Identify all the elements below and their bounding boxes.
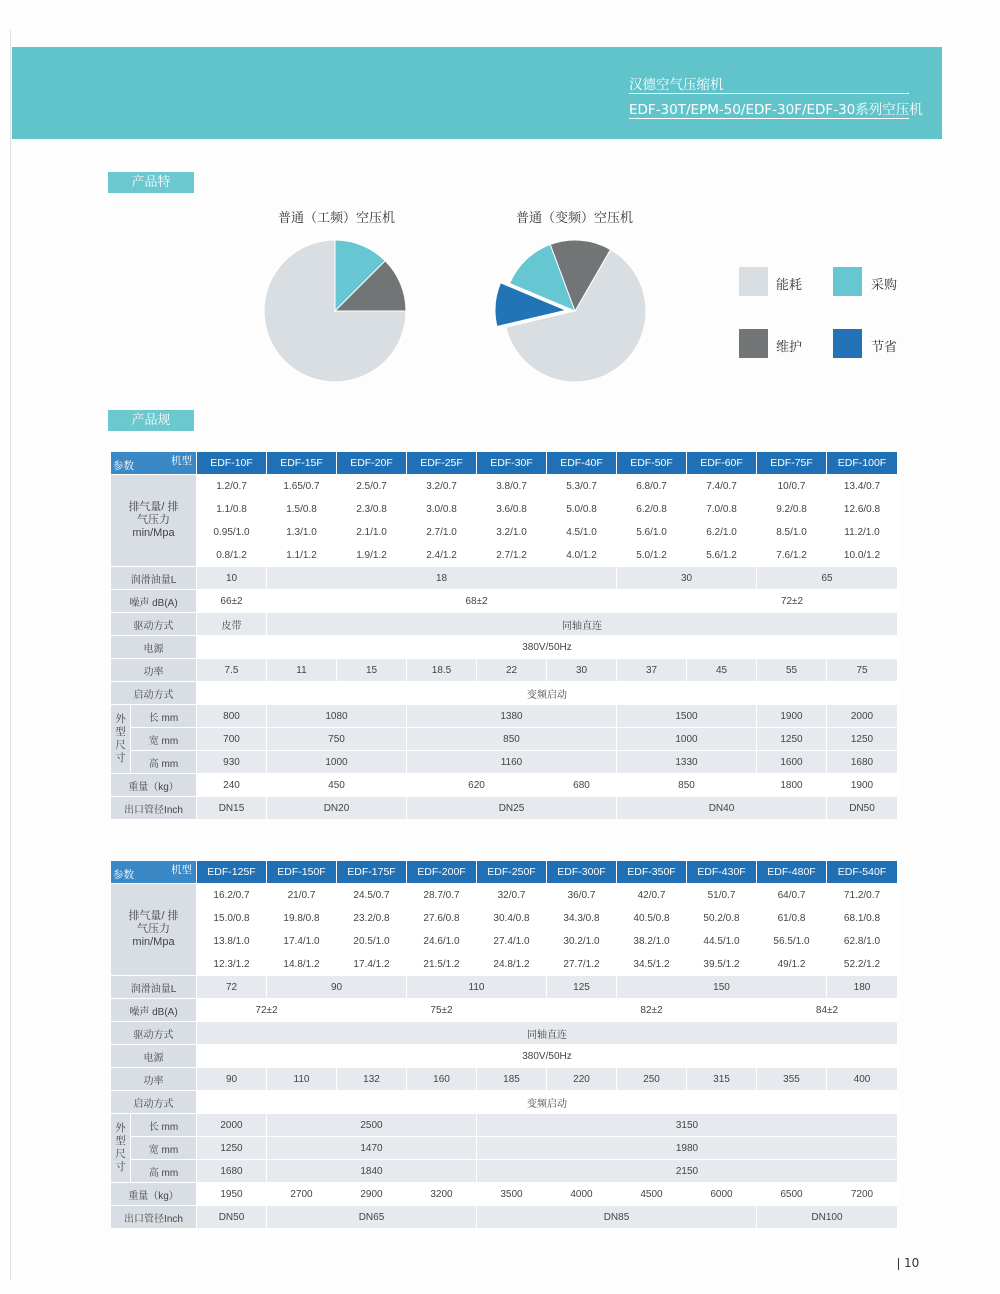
row-label-height: 高 mm — [131, 1160, 197, 1183]
table-cell: 1080 — [267, 705, 407, 728]
table-row — [111, 751, 898, 774]
table-cell: 3.0/0.8 — [407, 498, 477, 521]
table-cell: 39.5/1.2 — [687, 953, 757, 976]
table-cell: DN85 — [477, 1206, 757, 1229]
table-cell: DN20 — [267, 797, 407, 820]
table-cell: 6.2/0.8 — [617, 498, 687, 521]
table-cell: 380V/50Hz — [197, 1045, 898, 1068]
table-cell: 44.5/1.0 — [687, 930, 757, 953]
table-cell: 7200 — [827, 1183, 898, 1206]
table-cell: 71.2/0.7 — [827, 884, 898, 907]
row-label-power-supply: 电源 — [111, 636, 197, 659]
row-label-height: 高 mm — [131, 751, 197, 774]
table-cell: 1680 — [197, 1160, 267, 1183]
pie-title-variable: 普通（变频）空压机 — [516, 211, 634, 226]
row-label-drive: 驱动方式 — [111, 613, 197, 636]
table-row — [111, 953, 898, 976]
model-header: EDF-100F — [827, 452, 898, 475]
table-cell: 6000 — [687, 1183, 757, 1206]
model-header: EDF-300F — [547, 861, 617, 884]
row-label-start: 启动方式 — [111, 1091, 197, 1114]
model-header: EDF-75F — [757, 452, 827, 475]
table-cell: 750 — [267, 728, 407, 751]
table-cell: 68.1/0.8 — [827, 907, 898, 930]
table-row — [111, 659, 898, 682]
table-cell: 52.2/1.2 — [827, 953, 898, 976]
legend-swatch-saving — [833, 329, 862, 358]
table-corner — [111, 861, 197, 884]
table-cell: 75 — [827, 659, 898, 682]
table-cell: 90 — [267, 976, 407, 999]
table-row — [111, 544, 898, 567]
table-row — [111, 774, 898, 797]
table-cell: DN65 — [267, 1206, 477, 1229]
table-cell: 2.7/1.2 — [477, 544, 547, 567]
table-cell: 72 — [197, 976, 267, 999]
corner-param-label: 参数 — [113, 460, 134, 472]
table-cell: 56.5/1.0 — [757, 930, 827, 953]
table-corner — [111, 452, 197, 475]
table-row — [111, 1160, 898, 1183]
table-cell: 2.7/1.0 — [407, 521, 477, 544]
table-cell: 17.4/1.2 — [337, 953, 407, 976]
table-cell: 1680 — [827, 751, 898, 774]
corner-model-label: 机型 — [171, 455, 192, 467]
table-cell: 19.8/0.8 — [267, 907, 337, 930]
table-cell: 84±2 — [757, 999, 898, 1022]
table-cell: 1.9/1.2 — [337, 544, 407, 567]
table-cell: 3.6/0.8 — [477, 498, 547, 521]
table-cell: 1800 — [757, 774, 827, 797]
table-cell: 10/0.7 — [757, 475, 827, 498]
table-row — [111, 907, 898, 930]
row-label-flow: 排气量/ 排气压力 min/Mpa — [111, 475, 197, 567]
table-row — [111, 728, 898, 751]
table-cell: 4500 — [617, 1183, 687, 1206]
table-cell: 6.8/0.7 — [617, 475, 687, 498]
pie-title-fixed: 普通（工频）空压机 — [278, 211, 396, 226]
table-cell: 250 — [617, 1068, 687, 1091]
table-header-row — [111, 452, 898, 475]
model-header: EDF-20F — [337, 452, 407, 475]
table-cell: 38.2/1.0 — [617, 930, 687, 953]
table-cell: 变频启动 — [197, 682, 898, 705]
table-cell: 5.6/1.0 — [617, 521, 687, 544]
table-row — [111, 498, 898, 521]
table-cell: DN100 — [757, 1206, 898, 1229]
table-cell: 90 — [197, 1068, 267, 1091]
row-label-width: 宽 mm — [131, 1137, 197, 1160]
table-cell: 1000 — [617, 728, 757, 751]
table-cell: 72±2 — [687, 590, 898, 613]
table-cell: 1600 — [757, 751, 827, 774]
row-label-dimensions: 外型尺寸 — [111, 1114, 131, 1183]
table-cell: 1380 — [407, 705, 617, 728]
table-cell: DN50 — [827, 797, 898, 820]
page-number-text: 10 — [904, 1256, 920, 1270]
table-cell: 1900 — [827, 774, 898, 797]
table-cell: 3.8/0.7 — [477, 475, 547, 498]
table-cell: 30 — [617, 567, 757, 590]
model-header: EDF-30F — [477, 452, 547, 475]
model-header: EDF-125F — [197, 861, 267, 884]
corner-model-label: 机型 — [171, 864, 192, 876]
table-cell: 450 — [267, 774, 407, 797]
legend-swatch-energy — [739, 267, 768, 296]
table-cell: 2.4/1.2 — [407, 544, 477, 567]
model-header: EDF-200F — [407, 861, 477, 884]
legend-label-maintenance: 维护 — [776, 340, 803, 355]
table-cell: 0.95/1.0 — [197, 521, 267, 544]
table-cell: 2.5/0.7 — [337, 475, 407, 498]
table-cell: 9.2/0.8 — [757, 498, 827, 521]
table-cell: 27.7/1.2 — [547, 953, 617, 976]
table-cell: 850 — [407, 728, 617, 751]
table-cell: 72±2 — [197, 999, 337, 1022]
model-header: EDF-480F — [757, 861, 827, 884]
table-cell: 51/0.7 — [687, 884, 757, 907]
table-cell: 5.6/1.2 — [687, 544, 757, 567]
table-cell: 1250 — [197, 1137, 267, 1160]
table-cell: 64/0.7 — [757, 884, 827, 907]
table-cell: 18.5 — [407, 659, 477, 682]
row-label-rate: 功率 — [111, 659, 197, 682]
table-row — [111, 590, 898, 613]
table-cell: 42/0.7 — [617, 884, 687, 907]
table-cell: 21.5/1.2 — [407, 953, 477, 976]
legend-label-purchase: 采购 — [871, 278, 898, 293]
table-cell: 10.0/1.2 — [827, 544, 898, 567]
legend-swatch-purchase — [833, 267, 862, 296]
table-row — [111, 797, 898, 820]
table-cell: 2900 — [337, 1183, 407, 1206]
row-label-oil: 润滑油量L — [111, 976, 197, 999]
table-cell: 150 — [617, 976, 827, 999]
table-header-row — [111, 861, 898, 884]
table-cell: 1.65/0.7 — [267, 475, 337, 498]
table-cell: 5.0/0.8 — [547, 498, 617, 521]
table-cell: 23.2/0.8 — [337, 907, 407, 930]
row-label-start: 启动方式 — [111, 682, 197, 705]
table-cell: 930 — [197, 751, 267, 774]
table-cell: 1160 — [407, 751, 617, 774]
table-cell: 4000 — [547, 1183, 617, 1206]
table-cell: 变频启动 — [197, 1091, 898, 1114]
table-cell: 50.2/0.8 — [687, 907, 757, 930]
table-cell: 20.5/1.0 — [337, 930, 407, 953]
table-cell: 17.4/1.0 — [267, 930, 337, 953]
table-cell: 3200 — [407, 1183, 477, 1206]
table-cell: 680 — [547, 774, 617, 797]
table-cell: 2150 — [477, 1160, 898, 1183]
table-cell: 3500 — [477, 1183, 547, 1206]
table-cell: 49/1.2 — [757, 953, 827, 976]
table-cell: DN50 — [197, 1206, 267, 1229]
pie-chart-variable-frequency — [495, 240, 646, 382]
model-header: EDF-25F — [407, 452, 477, 475]
model-header: EDF-10F — [197, 452, 267, 475]
table-cell: 400 — [827, 1068, 898, 1091]
table-row — [111, 976, 898, 999]
page-number-divider — [898, 1258, 899, 1270]
row-label-outlet: 出口管径Inch — [111, 1206, 197, 1229]
table-row — [111, 1091, 898, 1114]
table-cell: 同轴直连 — [267, 613, 898, 636]
table-row — [111, 930, 898, 953]
table-cell: 30.4/0.8 — [477, 907, 547, 930]
table-cell: 12.3/1.2 — [197, 953, 267, 976]
table-cell: 2000 — [827, 705, 898, 728]
model-header: EDF-60F — [687, 452, 757, 475]
table-cell: 30 — [547, 659, 617, 682]
table-row — [111, 705, 898, 728]
model-header: EDF-350F — [617, 861, 687, 884]
table-cell: 10 — [197, 567, 267, 590]
table-row — [111, 1137, 898, 1160]
table-row — [111, 636, 898, 659]
table-cell: 180 — [827, 976, 898, 999]
model-header: EDF-250F — [477, 861, 547, 884]
table-cell: 1950 — [197, 1183, 267, 1206]
table-cell: 同轴直连 — [197, 1022, 898, 1045]
table-cell: DN40 — [617, 797, 827, 820]
row-label-length: 长 mm — [131, 1114, 197, 1137]
table-cell: 110 — [267, 1068, 337, 1091]
table-cell: 355 — [757, 1068, 827, 1091]
corner-param-label: 参数 — [113, 869, 134, 881]
table-cell: 32/0.7 — [477, 884, 547, 907]
table-cell: 7.5 — [197, 659, 267, 682]
table-cell: 45 — [687, 659, 757, 682]
table-cell: 7.0/0.8 — [687, 498, 757, 521]
table-cell: 1250 — [827, 728, 898, 751]
table-cell: 850 — [617, 774, 757, 797]
spec-table-2 — [110, 860, 898, 1229]
table-cell: 1900 — [757, 705, 827, 728]
table-cell: 1.3/1.0 — [267, 521, 337, 544]
table-cell: 3.2/0.7 — [407, 475, 477, 498]
table-cell: 7.6/1.2 — [757, 544, 827, 567]
header-subtitle: EDF-30T/EPM-50/EDF-30F/EDF-30系列空压机 — [629, 102, 923, 118]
table-cell: 65 — [757, 567, 898, 590]
table-row — [111, 1045, 898, 1068]
row-label-weight: 重量（kg） — [111, 1183, 197, 1206]
table-cell: 12.6/0.8 — [827, 498, 898, 521]
row-label-noise: 噪声 dB(A) — [111, 999, 197, 1022]
page-number — [898, 1256, 919, 1270]
header-title: 汉德空气压缩机 — [629, 77, 724, 93]
table-cell: 21/0.7 — [267, 884, 337, 907]
table-row — [111, 475, 898, 498]
model-header: EDF-175F — [337, 861, 407, 884]
table-cell: 220 — [547, 1068, 617, 1091]
table-cell: 6.2/1.0 — [687, 521, 757, 544]
row-label-length: 长 mm — [131, 705, 197, 728]
table-cell: 1.2/0.7 — [197, 475, 267, 498]
table-cell: 18 — [267, 567, 617, 590]
table-cell: 1840 — [267, 1160, 477, 1183]
table-cell: 3150 — [477, 1114, 898, 1137]
table-cell: 24.8/1.2 — [477, 953, 547, 976]
table-cell: 30.2/1.0 — [547, 930, 617, 953]
row-label-power-supply: 电源 — [111, 1045, 197, 1068]
table-cell: 13.4/0.7 — [827, 475, 898, 498]
legend-swatch-maintenance — [739, 329, 768, 358]
table-cell: 315 — [687, 1068, 757, 1091]
table-row — [111, 567, 898, 590]
table-cell: 1500 — [617, 705, 757, 728]
table-cell: 5.0/1.2 — [617, 544, 687, 567]
table-cell: 62.8/1.0 — [827, 930, 898, 953]
legend-label-energy: 能耗 — [776, 278, 803, 293]
table-cell: 55 — [757, 659, 827, 682]
row-label-outlet: 出口管径Inch — [111, 797, 197, 820]
table-cell: 620 — [407, 774, 547, 797]
model-header: EDF-540F — [827, 861, 898, 884]
table-cell: 1470 — [267, 1137, 477, 1160]
table-cell: 66±2 — [197, 590, 267, 613]
table-cell: 16.2/0.7 — [197, 884, 267, 907]
table-cell: 185 — [477, 1068, 547, 1091]
table-cell: 37 — [617, 659, 687, 682]
table-cell: 40.5/0.8 — [617, 907, 687, 930]
row-label-drive: 驱动方式 — [111, 1022, 197, 1045]
table-row — [111, 521, 898, 544]
table-cell: 68±2 — [267, 590, 687, 613]
table-cell: 27.4/1.0 — [477, 930, 547, 953]
row-label-weight: 重量（kg） — [111, 774, 197, 797]
table-cell: DN25 — [407, 797, 617, 820]
table-cell: 2700 — [267, 1183, 337, 1206]
table-cell: 5.3/0.7 — [547, 475, 617, 498]
table-cell: 6500 — [757, 1183, 827, 1206]
model-header: EDF-40F — [547, 452, 617, 475]
table-cell: 380V/50Hz — [197, 636, 898, 659]
table-cell: 36/0.7 — [547, 884, 617, 907]
table-row — [111, 1068, 898, 1091]
table-row — [111, 884, 898, 907]
table-cell: 34.5/1.2 — [617, 953, 687, 976]
table-cell: 700 — [197, 728, 267, 751]
row-label-width: 宽 mm — [131, 728, 197, 751]
table-row — [111, 613, 898, 636]
spec-table-1 — [110, 451, 898, 820]
table-cell: 8.5/1.0 — [757, 521, 827, 544]
table-cell: 1250 — [757, 728, 827, 751]
table-cell: 125 — [547, 976, 617, 999]
table-cell: 13.8/1.0 — [197, 930, 267, 953]
table-cell: 皮带 — [197, 613, 267, 636]
model-header: EDF-50F — [617, 452, 687, 475]
table-cell: 2.1/1.0 — [337, 521, 407, 544]
table-cell: 3.2/1.0 — [477, 521, 547, 544]
model-header: EDF-15F — [267, 452, 337, 475]
table-cell: 1330 — [617, 751, 757, 774]
table-row — [111, 1183, 898, 1206]
table-cell: 2500 — [267, 1114, 477, 1137]
table-cell: 1.5/0.8 — [267, 498, 337, 521]
row-label-rate: 功率 — [111, 1068, 197, 1091]
table-cell: 110 — [407, 976, 547, 999]
table-cell: 160 — [407, 1068, 477, 1091]
row-label-oil: 润滑油量L — [111, 567, 197, 590]
table-cell: 61/0.8 — [757, 907, 827, 930]
table-cell: 27.6/0.8 — [407, 907, 477, 930]
table-row — [111, 999, 898, 1022]
section-features-tag: 产品特点 — [108, 172, 194, 193]
table-cell: 132 — [337, 1068, 407, 1091]
model-header: EDF-150F — [267, 861, 337, 884]
table-cell: 11 — [267, 659, 337, 682]
table-row — [111, 1114, 898, 1137]
table-cell: 4.0/1.2 — [547, 544, 617, 567]
table-cell: 1000 — [267, 751, 407, 774]
table-row — [111, 1022, 898, 1045]
table-cell: 0.8/1.2 — [197, 544, 267, 567]
table-cell: 1980 — [477, 1137, 898, 1160]
table-cell: 1.1/1.2 — [267, 544, 337, 567]
table-cell: 22 — [477, 659, 547, 682]
table-cell: 75±2 — [337, 999, 547, 1022]
table-cell: 2000 — [197, 1114, 267, 1137]
table-cell: DN15 — [197, 797, 267, 820]
table-cell: 4.5/1.0 — [547, 521, 617, 544]
model-header: EDF-430F — [687, 861, 757, 884]
row-label-dimensions: 外型尺寸 — [111, 705, 131, 774]
table-cell: 28.7/0.7 — [407, 884, 477, 907]
section-specs-tag: 产品规格 — [108, 410, 194, 431]
table-cell: 1.1/0.8 — [197, 498, 267, 521]
table-cell: 2.3/0.8 — [337, 498, 407, 521]
row-label-flow: 排气量/ 排气压力 min/Mpa — [111, 884, 197, 976]
table-row — [111, 1206, 898, 1229]
table-cell: 7.4/0.7 — [687, 475, 757, 498]
table-cell: 800 — [197, 705, 267, 728]
row-label-noise: 噪声 dB(A) — [111, 590, 197, 613]
table-cell: 24.5/0.7 — [337, 884, 407, 907]
table-cell: 15.0/0.8 — [197, 907, 267, 930]
table-cell: 15 — [337, 659, 407, 682]
table-row — [111, 682, 898, 705]
table-cell: 240 — [197, 774, 267, 797]
table-cell: 14.8/1.2 — [267, 953, 337, 976]
table-cell: 11.2/1.0 — [827, 521, 898, 544]
table-cell: 24.6/1.0 — [407, 930, 477, 953]
table-cell: 82±2 — [547, 999, 757, 1022]
pie-chart-fixed-frequency — [264, 240, 406, 382]
legend-label-saving: 节省 — [871, 340, 898, 355]
table-cell: 34.3/0.8 — [547, 907, 617, 930]
